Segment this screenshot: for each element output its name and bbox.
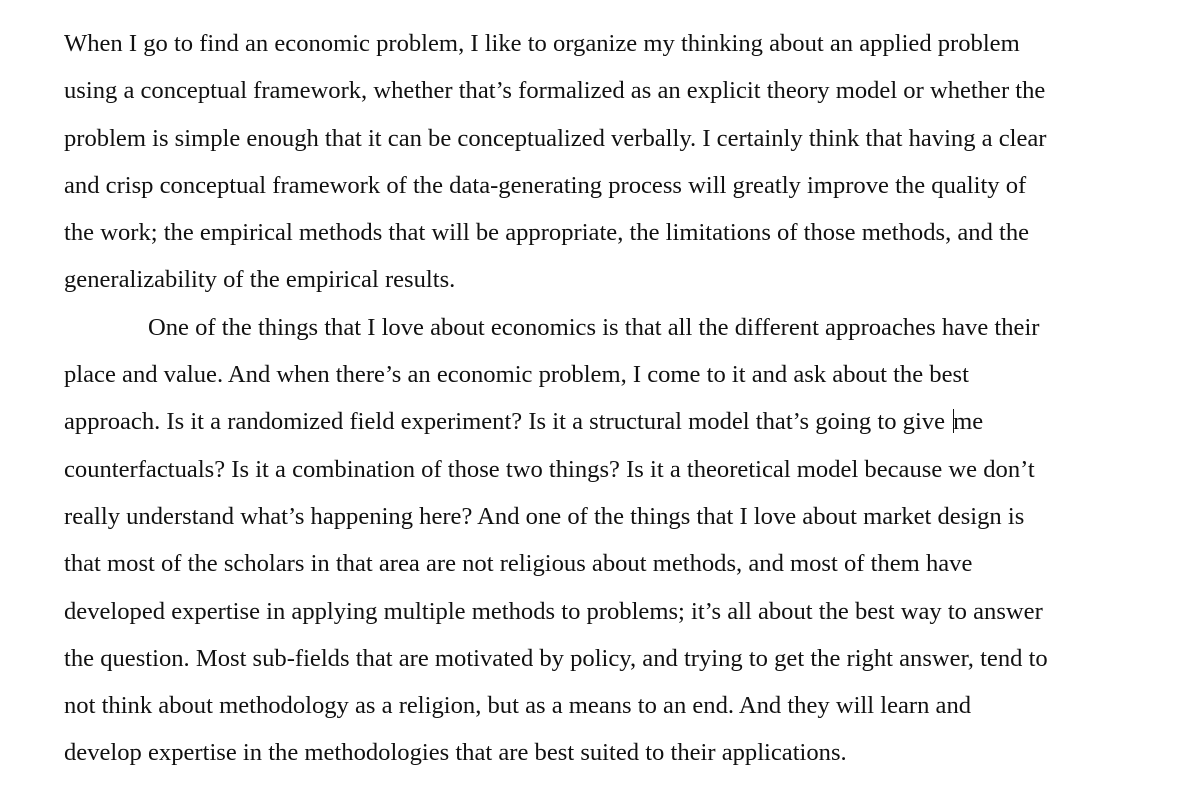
text-line-first-indented: One of the things that I love about economics is that all the different approaches have their xyxy=(148,313,1040,341)
text-line: problem is simple enough that it can be conceptualized verbally. I certainly think that having a clear xyxy=(64,124,1047,152)
document-body[interactable] xyxy=(64,24,1164,781)
text-line: When I go to find an economic problem, I like to organize my thinking about an applied problem xyxy=(64,30,1020,57)
text-line-with-caret xyxy=(64,402,1164,449)
text-line: using a conceptual framework, whether that’s formalized as an explicit theory model or whether the xyxy=(64,77,1046,105)
text-line: and crisp conceptual framework of the data-generating process will greatly improve the quality of xyxy=(64,171,1027,199)
text-line: develop expertise in the methodologies that are best suited to their applications. xyxy=(64,739,847,767)
text-line: place and value. And when there’s an economic problem, I come to it and ask about the best xyxy=(64,361,969,389)
text-after-caret: me xyxy=(953,408,984,436)
text-line: counterfactuals? Is it a combination of those two things? Is it a theoretical model because we don’t xyxy=(64,455,1035,483)
text-line: that most of the scholars in that area are not religious about methods, and most of them have xyxy=(64,550,973,578)
paragraph-2[interactable] xyxy=(64,308,1164,781)
text-line: really understand what’s happening here? And one of the things that I love about market design is xyxy=(64,502,1025,530)
text-line: the work; the empirical methods that will be appropriate, the limitations of those methods, and the xyxy=(64,219,1030,247)
text-line: developed expertise in applying multiple methods to problems; it’s all about the best way to answer xyxy=(64,597,1043,625)
text-line: the question. Most sub-fields that are motivated by policy, and trying to get the right answer, tend to xyxy=(64,644,1048,672)
paragraph-1[interactable] xyxy=(64,24,1164,308)
text-before-caret: approach. Is it a randomized field experiment? Is it a structural model that’s going to give xyxy=(64,408,952,436)
text-line: not think about methodology as a religion, but as a means to an end. And they will learn and xyxy=(64,692,972,720)
text-line: generalizability of the empirical results. xyxy=(64,266,456,294)
